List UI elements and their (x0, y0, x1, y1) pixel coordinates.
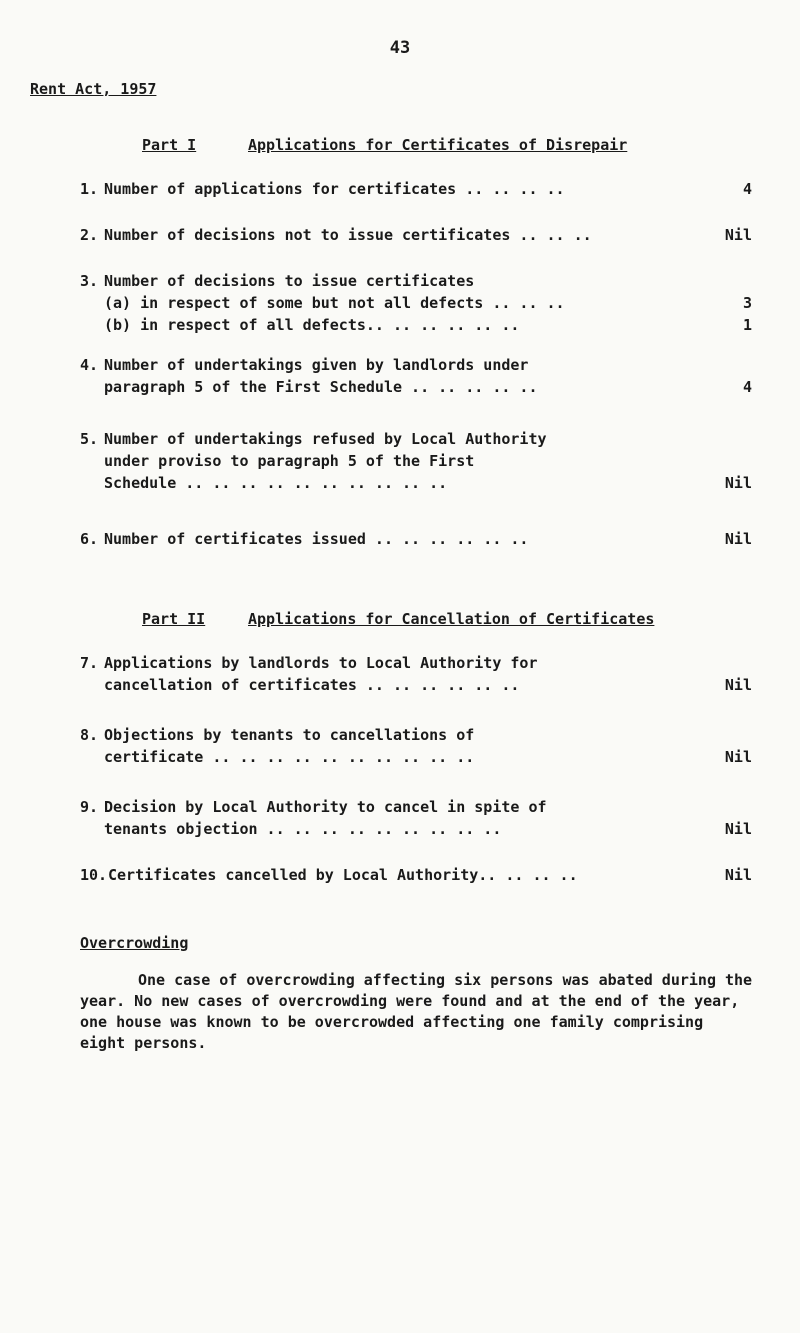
overcrowding-paragraph (80, 970, 756, 1054)
item-text: Decision by Local Authority to cancel in spite of tenants objection .. .. .. .. .. .. .. .. .. (104, 798, 547, 838)
part1-title: Applications for Certificates of Disrepair (248, 136, 628, 154)
item-text: Applications by landlords to Local Authority for cancellation of certificates .. .. .. .. .. .. (104, 654, 538, 694)
item-number: 7. (80, 654, 99, 672)
item-value: Nil (724, 226, 752, 244)
part2-label: Part II (142, 610, 206, 628)
item-number: 2. (80, 226, 99, 244)
item-value: Nil (724, 530, 752, 548)
item-value-a: 3 (742, 294, 752, 312)
item-value: 4 (742, 180, 752, 198)
part2-title: Applications for Cancellation of Certificates (248, 610, 655, 628)
item-number: 5. (80, 430, 99, 448)
item-text: Number of certificates issued .. .. .. .. .. .. (104, 530, 529, 548)
section-title: Rent Act, 1957 (30, 80, 157, 98)
overcrowding-title: Overcrowding (80, 934, 189, 952)
item-number: 8. (80, 726, 99, 744)
item-text: Number of applications for certificates .. .. .. .. (104, 180, 565, 198)
page-number: 43 (389, 38, 411, 58)
item-text: Number of undertakings given by landlords under paragraph 5 of the First Schedule .. .. .. .. .. (104, 356, 538, 396)
part1-label: Part I (142, 136, 197, 154)
item-text: Number of decisions not to issue certificates .. .. .. (104, 226, 592, 244)
item-text: Objections by tenants to cancellations of certificate .. .. .. .. .. .. .. .. .. .. (104, 726, 475, 766)
item-value: Nil (724, 748, 752, 766)
item-number: 6. (80, 530, 99, 548)
item-value: 4 (742, 378, 752, 396)
item-value-b: 1 (742, 316, 752, 334)
item-number: 10. (80, 866, 108, 884)
item-value: Nil (724, 866, 752, 884)
item-number: 1. (80, 180, 99, 198)
item-value: Nil (724, 820, 752, 838)
item-value: Nil (724, 676, 752, 694)
item-number: 4. (80, 356, 99, 374)
item-number: 9. (80, 798, 99, 816)
overcrowding-text: One case of overcrowding affecting six persons was abated during the year. No new cases of overcrowding were found and at the end of the year, one house was known to be overcrowded affecting one family comprising eight persons. (80, 971, 753, 1052)
item-text: Number of decisions to issue certificates (a) in respect of some but not all defects .. .. .. (b) in respect of all defects.. .. .. .. .. .. (104, 272, 565, 334)
item-value: Nil (724, 474, 752, 492)
item-number: 3. (80, 272, 99, 290)
item-text: Number of undertakings refused by Local Authority under proviso to paragraph 5 of the First Schedule .. .. .. .. .. .. .. .. .. .. (104, 430, 547, 492)
item-text: Certificates cancelled by Local Authority.. .. .. .. (108, 866, 578, 884)
